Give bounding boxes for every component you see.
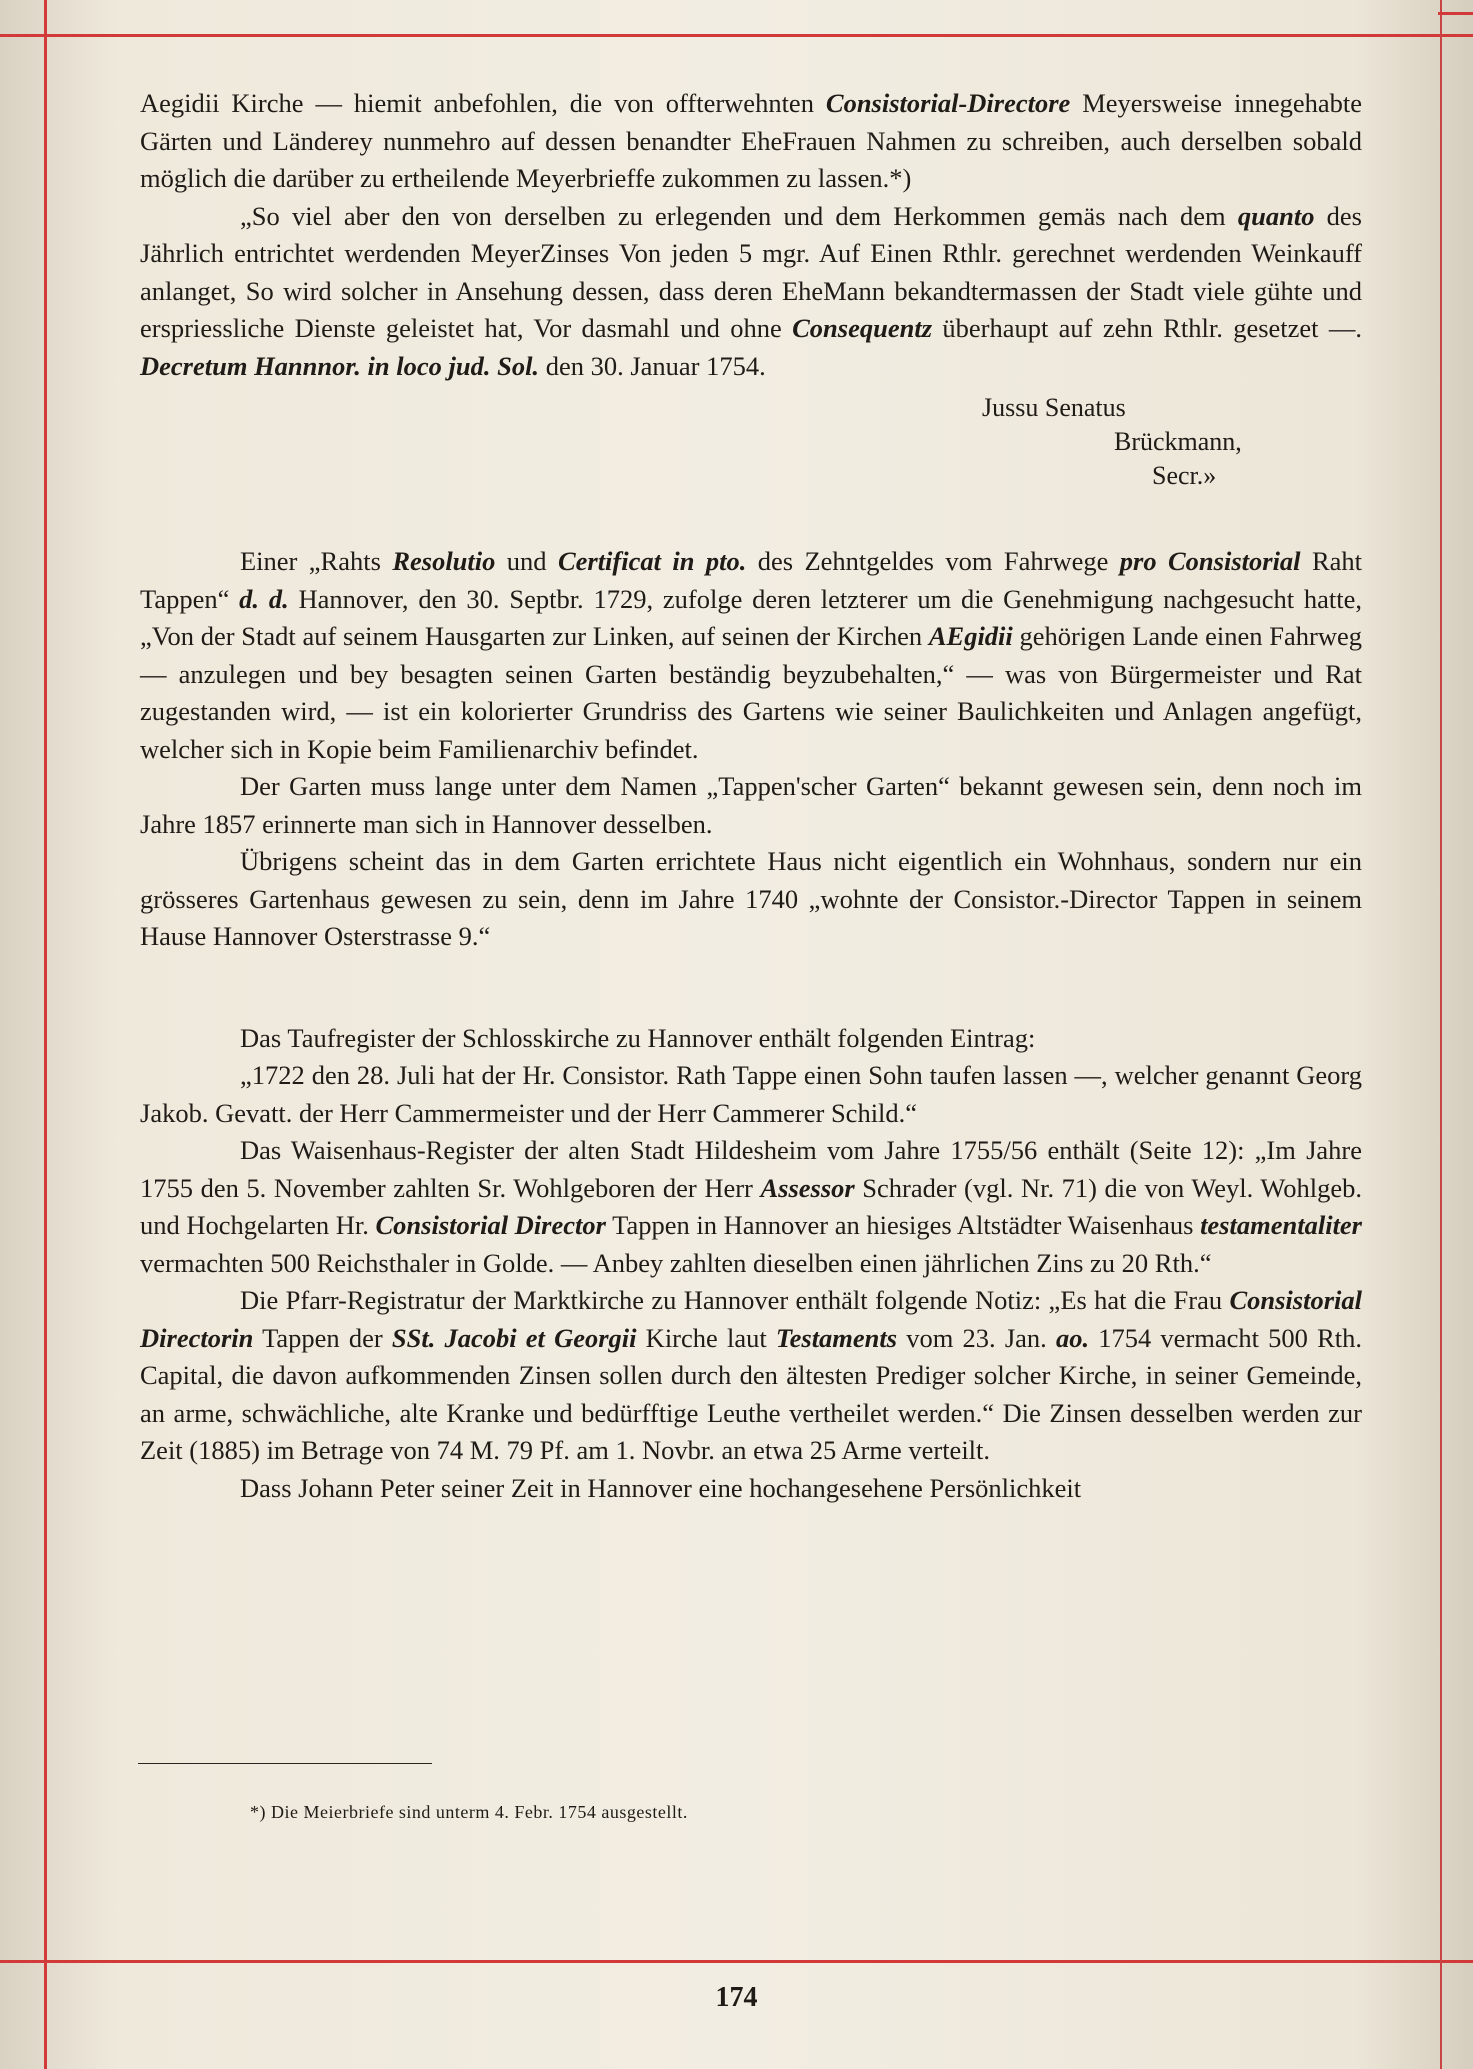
footnote-rule <box>138 1763 432 1764</box>
corner-mark <box>1438 0 1473 15</box>
signature-line-1: Jussu Senatus <box>982 393 1126 422</box>
red-border-bottom <box>0 1960 1473 1963</box>
paragraph-johann-peter: Dass Johann Peter seiner Zeit in Hannover eine hochangesehene Persönlichkeit <box>240 1472 1082 1503</box>
page-body <box>140 85 1362 1507</box>
paragraph-pfarr-registratur: Die Pfarr-Registratur der Marktkirche zu Hannover enthält folgende Notiz: „Es hat die Frau Consistorial Directorin Tappen der SSt. Jacobi et Georgii Kirche laut Testaments vom 23. Jan. ao. 1754 vermacht 500 Rth. Capital, die davon aufkommenden Zinsen sollen durch den ältesten Prediger solcher Kirche, in seiner Gemeinde, an arme, schwächliche, alte Kranke und bedürfftige Leuthe vertheilet werden.“ Die Zinsen desselben werden zur Zeit (1885) im Betrage von 74 M. 79 Pf. am 1. Novbr. an etwa 25 Arme verteilt. <box>140 1285 1363 1465</box>
paragraph-waisenhaus: Das Waisenhaus-Register der alten Stadt Hildesheim vom Jahre 1755/56 enthält (Seite 12): „Im Jahre 1755 den 5. November zahlten Sr. Wohlgeboren der Herr Assessor Schrader (vgl. Nr. 71) die von Weyl. Wohlgeb. und Hochgelarten Hr. Consistorial Director Tappen in Hannover an hiesiges Altstädter Waisenhaus testamentaliter vermachten 500 Reichsthaler in Golde. — Anbey zahlten dieselben einen jährlichen Zins zu 20 Rth.“ <box>140 1135 1362 1278</box>
paragraph-weinkauf: „So viel aber den von derselben zu erlegenden und dem Herkommen gemäs nach dem quanto des Jährlich entrichtet werdenden MeyerZinses Von jeden 5 mgr. Auf Einen Rthlr. gerechnet werdenden Weinkauff anlanget, So wird solcher in Ansehung dessen, dass deren EheMann bekandtermassen der Stadt viele gühte und erspriessliche Dienste geleistet hat, Vor dasmahl und ohne Consequentz überhaupt auf zehn Rthlr. gesetzet —. Decretum Hannnor. in loco jud. Sol. den 30. Januar 1754. <box>140 200 1362 381</box>
red-border-left <box>44 0 47 2069</box>
signature-block <box>140 385 1362 497</box>
paragraph-decree-continuation: Aegidii Kirche — hiemit anbefohlen, die von offterwehnten Consistorial-Directore Meyersweise innegehabte Gärten und Länderey nunmehro auf dessen benandter EheFrauen Nahmen zu schreiben, auch derselben sobald möglich die darüber zu ertheilende Meyerbrieffe zukommen zu lassen.*) <box>140 88 1362 193</box>
footnote: *) Die Meierbriefe sind unterm 4. Febr. 1754 ausgestellt. <box>250 1802 688 1822</box>
red-border-top <box>0 34 1473 37</box>
red-border-right <box>1440 0 1442 2069</box>
paragraph-gartenhaus: Übrigens scheint das in dem Garten errichtete Haus nicht eigentlich ein Wohnhaus, sondern nur ein grösseres Gartenhaus gewesen zu sein, denn im Jahre 1740 „wohnte der Consistor.-Director Tappen in seinem Hause Hannover Osterstrasse 9.“ <box>140 846 1362 951</box>
paragraph-taufe-1722: „1722 den 28. Juli hat der Hr. Consistor. Rath Tappe einen Sohn taufen lassen —, welcher genannt Georg Jakob. Gevatt. der Herr Cammermeister und der Herr Cammerer Schild.“ <box>140 1060 1362 1128</box>
signature-line-2: Brückmann, <box>1114 427 1242 456</box>
page-number: 174 <box>715 1982 758 2013</box>
signature-line-3: Secr.» <box>1152 461 1217 490</box>
paragraph-garten: Der Garten muss lange unter dem Namen „Tappen'scher Garten“ bekannt gewesen sein, denn noch im Jahre 1857 erinnerte man sich in Hannover desselben. <box>140 771 1362 839</box>
paragraph-taufregister: Das Taufregister der Schlosskirche zu Hannover enthält folgenden Eintrag: <box>240 1022 1036 1053</box>
paragraph-resolutio: Einer „Rahts Resolutio und Certificat in pto. des Zehntgeldes vom Fahrwege pro Consistorial Raht Tappen“ d. d. Hannover, den 30. Septbr. 1729, zufolge deren letzterer um die Genehmigung nachgesucht hatte, „Von der Stadt auf seinem Hausgarten zur Linken, auf seinen der Kirchen AEgidii gehörigen Lande einen Fahrweg — anzulegen und bey besagten seinen Garten beständig beyzubehalten,“ — was von Bürgermeister und Rat zugestanden wird, — ist ein kolorierter Grundriss des Gartens wie seiner Baulichkeiten und Anlagen angefügt, welcher sich in Kopie beim Familienarchiv befindet. <box>140 546 1363 764</box>
